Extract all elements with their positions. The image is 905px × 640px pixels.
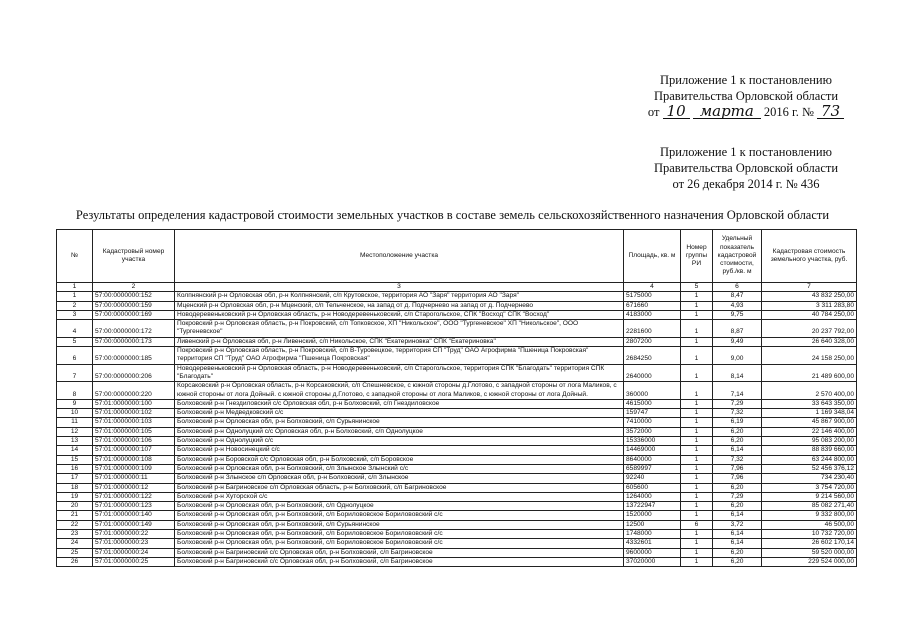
area-cell: 5175000	[624, 292, 681, 301]
cadastral-number-cell: 57:01:0000000:105	[93, 427, 175, 436]
cadastral-value-cell: 59 520 000,00	[762, 548, 857, 557]
column-number: 2	[93, 283, 175, 292]
table-row	[57, 483, 857, 492]
cadastral-number-cell: 57:00:0000000:152	[93, 292, 175, 301]
unit-value-cell: 7,29	[713, 492, 762, 501]
group-number-cell: 1	[681, 301, 713, 310]
area-cell: 2281600	[624, 320, 681, 338]
location-cell: Ливенский р-н Орловская обл, р-н Ливенский, с/п Никольское, СПК "Екатериновка" СПК "Екатериновка"	[175, 337, 624, 346]
unit-value-cell: 9,75	[713, 310, 762, 319]
area-cell: 2640000	[624, 364, 681, 382]
location-cell: Болховский р-н Злынское с/п Орловская обл, р-н Болховский, с/п Злынское	[175, 474, 624, 483]
table-row	[57, 301, 857, 310]
table-row	[57, 455, 857, 464]
cadastral-value-cell: 26 640 328,00	[762, 337, 857, 346]
cadastral-value-cell: 9 214 560,00	[762, 492, 857, 501]
location-cell: Болховский р-н Багриновский с/с Орловская обл, р-н Болховский, с/п Багриновское	[175, 548, 624, 557]
unit-value-cell: 7,96	[713, 474, 762, 483]
appendix-new-number: 73	[817, 104, 844, 119]
table-row	[57, 557, 857, 566]
table-row	[57, 539, 857, 548]
cadastral-number-cell: 57:01:0000000:11	[93, 474, 175, 483]
area-cell: 605600	[624, 483, 681, 492]
column-number: 6	[713, 283, 762, 292]
appendix-new-line1: Приложение 1 к постановлению	[660, 73, 832, 87]
header-group: Номер группы РИ	[681, 230, 713, 283]
table-row	[57, 310, 857, 319]
location-cell: Болховский р-н Гнездиловский с/с Орловская обл, р-н Болховский, с/п Гнездиловское	[175, 399, 624, 408]
row-number-cell: 7	[57, 364, 93, 382]
unit-value-cell: 7,32	[713, 455, 762, 464]
unit-value-cell: 6,14	[713, 530, 762, 539]
cadastral-number-cell: 57:01:0000000:24	[93, 548, 175, 557]
cadastral-value-cell: 22 146 400,00	[762, 427, 857, 436]
location-cell: Болховский р-н Орловская обл, р-н Болховский, с/п Борилововское Борилововский с/с	[175, 539, 624, 548]
group-number-cell: 1	[681, 474, 713, 483]
cadastral-value-cell: 1 169 348,04	[762, 409, 857, 418]
row-number-cell: 15	[57, 455, 93, 464]
location-cell: Болховский р-н Новосинецкий с/с	[175, 446, 624, 455]
unit-value-cell: 6,14	[713, 446, 762, 455]
cadastral-value-cell: 26 602 170,14	[762, 539, 857, 548]
cadastral-value-cell: 9 332 800,00	[762, 511, 857, 520]
location-cell: Болховский р-н Орловская обл, р-н Болховский, с/п Сурьянинское	[175, 418, 624, 427]
cadastral-value-cell: 10 732 720,00	[762, 530, 857, 539]
row-number-cell: 14	[57, 446, 93, 455]
cadastral-number-cell: 57:01:0000000:140	[93, 511, 175, 520]
cadastral-number-cell: 57:00:0000000:185	[93, 347, 175, 365]
unit-value-cell: 8,14	[713, 364, 762, 382]
appendix-new-line2: Правительства Орловской области	[653, 89, 839, 103]
group-number-cell: 1	[681, 399, 713, 408]
area-cell: 6589997	[624, 464, 681, 473]
header-unit-value: Удельный показатель кадастровой стоимости, руб./кв. м	[713, 230, 762, 283]
table-row	[57, 320, 857, 338]
cadastral-number-cell: 57:01:0000000:25	[93, 557, 175, 566]
appendix-new-header	[626, 72, 866, 120]
cadastral-number-cell: 57:01:0000000:149	[93, 520, 175, 529]
appendix-new-date-line	[626, 104, 866, 120]
area-cell: 7410000	[624, 418, 681, 427]
group-number-cell: 1	[681, 437, 713, 446]
area-cell: 14469000	[624, 446, 681, 455]
location-cell: Болховский р-н Орловская обл, р-н Болховский, с/п Борилововское Борилововский с/с	[175, 511, 624, 520]
group-number-cell: 1	[681, 382, 713, 400]
cadastral-number-cell: 57:01:0000000:107	[93, 446, 175, 455]
table-body	[57, 283, 857, 567]
cadastral-number-cell: 57:01:0000000:123	[93, 502, 175, 511]
appendix-new-day: 10	[663, 104, 690, 119]
group-number-cell: 1	[681, 427, 713, 436]
cadastral-value-cell: 24 158 250,00	[762, 347, 857, 365]
location-cell: Болховский р-н Орловская обл, р-н Болховский, с/п Однолуцкое	[175, 502, 624, 511]
table-row	[57, 464, 857, 473]
area-cell: 3572000	[624, 427, 681, 436]
area-cell: 1748000	[624, 530, 681, 539]
cadastral-number-cell: 57:00:0000000:173	[93, 337, 175, 346]
cadastral-value-cell: 52 456 376,12	[762, 464, 857, 473]
column-number: 1	[57, 283, 93, 292]
appendix-new-month: марта	[693, 104, 761, 119]
column-number: 7	[762, 283, 857, 292]
table-row	[57, 347, 857, 365]
area-cell: 159747	[624, 409, 681, 418]
table-row	[57, 382, 857, 400]
cadastral-value-cell: 3 754 720,00	[762, 483, 857, 492]
row-number-cell: 2	[57, 301, 93, 310]
table-row	[57, 337, 857, 346]
group-number-cell: 1	[681, 320, 713, 338]
group-number-cell: 1	[681, 492, 713, 501]
appendix-new-from: от	[647, 105, 660, 119]
location-cell: Мценский р-н Орловская обл, р-н Мценский, с/п Тельченское, на запад от д. Подчернево на запад от д. Подчернево	[175, 301, 624, 310]
cadastral-number-cell: 57:00:0000000:220	[93, 382, 175, 400]
group-number-cell: 1	[681, 337, 713, 346]
location-cell: Корсаковский р-н Орловская область, р-н Корсаковский, с/п Спешневское, с южной стороны д.Глотово, с западной стороны от лога Маликов, с южной стороны от лога Дойный. с южной стороны д.Глотово, с западной стороны от лога Маликов, с южной стороны от лога Дойный.	[175, 382, 624, 400]
column-number-row	[57, 283, 857, 292]
unit-value-cell: 9,49	[713, 337, 762, 346]
cadastral-value-cell: 21 489 600,00	[762, 364, 857, 382]
cadastral-value-cell: 46 500,00	[762, 520, 857, 529]
document-title: Результаты определения кадастровой стоимости земельных участков в составе земель сельскохозяйственного назначения Орловской области	[75, 208, 830, 222]
unit-value-cell: 6,20	[713, 502, 762, 511]
cadastral-value-cell: 43 832 250,00	[762, 292, 857, 301]
cadastral-number-cell: 57:01:0000000:23	[93, 539, 175, 548]
group-number-cell: 1	[681, 539, 713, 548]
location-cell: Болховский р-н Багриновское с/п Орловская область, р-н Болховский, с/п Багриновское	[175, 483, 624, 492]
location-cell: Болховский р-н Хуторской с/с	[175, 492, 624, 501]
location-cell: Болховский р-н Однолуцкий с/с Орловская обл, р-н Болховский, с/п Однолуцкое	[175, 427, 624, 436]
area-cell: 360000	[624, 382, 681, 400]
column-number: 5	[681, 283, 713, 292]
row-number-cell: 6	[57, 347, 93, 365]
appendix-old-line1: Приложение 1 к постановлению	[660, 145, 832, 159]
group-number-cell: 1	[681, 310, 713, 319]
row-number-cell: 1	[57, 292, 93, 301]
table-row	[57, 409, 857, 418]
column-number: 4	[624, 283, 681, 292]
table-row	[57, 511, 857, 520]
table-row	[57, 520, 857, 529]
area-cell: 13722947	[624, 502, 681, 511]
location-cell: Болховский р-н Орловская обл, р-н Болховский, с/п Борилововское Борилововский с/с	[175, 530, 624, 539]
location-cell: Болховский р-н Орловская обл, р-н Болховский, с/п Сурьянинское	[175, 520, 624, 529]
cadastral-value-cell: 85 082 271,40	[762, 502, 857, 511]
area-cell: 37020000	[624, 557, 681, 566]
unit-value-cell: 6,20	[713, 427, 762, 436]
table-row	[57, 474, 857, 483]
appendix-old-line2: Правительства Орловской области	[653, 161, 839, 175]
unit-value-cell: 9,00	[713, 347, 762, 365]
header-location: Местоположение участка	[175, 230, 624, 283]
area-cell: 9600000	[624, 548, 681, 557]
unit-value-cell: 7,32	[713, 409, 762, 418]
header-area: Площадь, кв. м	[624, 230, 681, 283]
location-cell: Новодеревеньковский р-н Орловская область, р-н Новодеревеньковский, с/п Старогольское, СПК "Восход" СПК "Восход"	[175, 310, 624, 319]
location-cell: Покровский р-н Орловская область, р-н Покровский, с/п В-Туровецкое, территория СП "Труд" ОАО Агрофирма "Пшеница Покровская" территория СП "Труд" ОАО Агрофирма "Пшеница Покровская"	[175, 347, 624, 365]
row-number-cell: 18	[57, 483, 93, 492]
area-cell: 1264000	[624, 492, 681, 501]
group-number-cell: 1	[681, 409, 713, 418]
group-number-cell: 6	[681, 520, 713, 529]
table-row	[57, 502, 857, 511]
cadastral-value-cell: 20 237 792,00	[762, 320, 857, 338]
cadastral-value-cell: 88 839 660,00	[762, 446, 857, 455]
appendix-old-header	[626, 144, 866, 192]
location-cell: Болховский р-н Боровской с/с Орловская обл, р-н Болховский, с/п Боровское	[175, 455, 624, 464]
location-cell: Покровский р-н Орловская область, р-н Покровский, с/п Топковское, ХП "Никольское", ООО "Тургеневское" ХП "Никольское", ООО "Тургеневское"	[175, 320, 624, 338]
row-number-cell: 4	[57, 320, 93, 338]
location-cell: Болховский р-н Медведковский с/с	[175, 409, 624, 418]
group-number-cell: 1	[681, 548, 713, 557]
group-number-cell: 1	[681, 557, 713, 566]
area-cell: 8640000	[624, 455, 681, 464]
table-row	[57, 418, 857, 427]
location-cell: Колпнянский р-н Орловская обл, р-н Колпнянский, с/п Крутовское, территория АО "Заря" территория АО "Заря"	[175, 292, 624, 301]
unit-value-cell: 8,87	[713, 320, 762, 338]
group-number-cell: 1	[681, 483, 713, 492]
row-number-cell: 21	[57, 511, 93, 520]
group-number-cell: 1	[681, 418, 713, 427]
unit-value-cell: 6,20	[713, 483, 762, 492]
unit-value-cell: 7,14	[713, 382, 762, 400]
row-number-cell: 25	[57, 548, 93, 557]
table-header-row	[57, 230, 857, 283]
group-number-cell: 1	[681, 530, 713, 539]
cadastral-value-cell: 40 784 250,00	[762, 310, 857, 319]
unit-value-cell: 6,14	[713, 511, 762, 520]
row-number-cell: 22	[57, 520, 93, 529]
table-row	[57, 530, 857, 539]
cadastral-value-cell: 229 524 000,00	[762, 557, 857, 566]
group-number-cell: 1	[681, 455, 713, 464]
table-row	[57, 292, 857, 301]
row-number-cell: 11	[57, 418, 93, 427]
cadastral-number-cell: 57:01:0000000:108	[93, 455, 175, 464]
group-number-cell: 1	[681, 446, 713, 455]
row-number-cell: 19	[57, 492, 93, 501]
cadastral-value-cell: 45 867 900,00	[762, 418, 857, 427]
group-number-cell: 1	[681, 292, 713, 301]
cadastral-value-cell: 63 244 800,00	[762, 455, 857, 464]
table-row	[57, 364, 857, 382]
row-number-cell: 13	[57, 437, 93, 446]
group-number-cell: 1	[681, 464, 713, 473]
cadastral-value-cell: 95 083 200,00	[762, 437, 857, 446]
unit-value-cell: 4,93	[713, 301, 762, 310]
area-cell: 4183000	[624, 310, 681, 319]
cadastral-value-cell: 2 570 400,00	[762, 382, 857, 400]
header-cadastral-number: Кадастровый номер участка	[93, 230, 175, 283]
table-row	[57, 548, 857, 557]
table-row	[57, 446, 857, 455]
location-cell: Болховский р-н Багриновский с/с Орловская обл, р-н Болховский, с/п Багриновское	[175, 557, 624, 566]
unit-value-cell: 8,47	[713, 292, 762, 301]
row-number-cell: 24	[57, 539, 93, 548]
area-cell: 92240	[624, 474, 681, 483]
row-number-cell: 3	[57, 310, 93, 319]
table-row	[57, 492, 857, 501]
cadastral-number-cell: 57:00:0000000:206	[93, 364, 175, 382]
area-cell: 4332601	[624, 539, 681, 548]
row-number-cell: 10	[57, 409, 93, 418]
area-cell: 2684250	[624, 347, 681, 365]
cadastral-number-cell: 57:01:0000000:103	[93, 418, 175, 427]
group-number-cell: 1	[681, 364, 713, 382]
unit-value-cell: 6,20	[713, 557, 762, 566]
location-cell: Болховский р-н Орловская обл, р-н Болховский, с/п Злынское Злынский с/с	[175, 464, 624, 473]
area-cell: 1520000	[624, 511, 681, 520]
location-cell: Новодеревеньковский р-н Орловская область, р-н Новодеревеньковский, с/п Старогольское, территория СПК "Благодать" территория СПК "Благодать"	[175, 364, 624, 382]
row-number-cell: 8	[57, 382, 93, 400]
unit-value-cell: 7,29	[713, 399, 762, 408]
group-number-cell: 1	[681, 347, 713, 365]
row-number-cell: 9	[57, 399, 93, 408]
unit-value-cell: 6,20	[713, 548, 762, 557]
header-number: №	[57, 230, 93, 283]
area-cell: 15336000	[624, 437, 681, 446]
cadastral-number-cell: 57:00:0000000:169	[93, 310, 175, 319]
group-number-cell: 1	[681, 502, 713, 511]
unit-value-cell: 3,72	[713, 520, 762, 529]
row-number-cell: 5	[57, 337, 93, 346]
group-number-cell: 1	[681, 511, 713, 520]
unit-value-cell: 6,14	[713, 539, 762, 548]
cadastral-number-cell: 57:00:0000000:159	[93, 301, 175, 310]
row-number-cell: 26	[57, 557, 93, 566]
area-cell: 2807200	[624, 337, 681, 346]
area-cell: 671660	[624, 301, 681, 310]
location-cell: Болховский р-н Однолуцкий с/с	[175, 437, 624, 446]
unit-value-cell: 6,19	[713, 418, 762, 427]
cadastral-number-cell: 57:01:0000000:122	[93, 492, 175, 501]
cadastral-number-cell: 57:01:0000000:100	[93, 399, 175, 408]
column-number: 3	[175, 283, 624, 292]
cadastral-number-cell: 57:01:0000000:102	[93, 409, 175, 418]
table-row	[57, 399, 857, 408]
cadastral-value-cell: 3 311 283,80	[762, 301, 857, 310]
area-cell: 4615000	[624, 399, 681, 408]
row-number-cell: 12	[57, 427, 93, 436]
row-number-cell: 16	[57, 464, 93, 473]
cadastral-number-cell: 57:01:0000000:12	[93, 483, 175, 492]
cadastral-number-cell: 57:01:0000000:106	[93, 437, 175, 446]
row-number-cell: 20	[57, 502, 93, 511]
row-number-cell: 17	[57, 474, 93, 483]
area-cell: 12500	[624, 520, 681, 529]
table-row	[57, 437, 857, 446]
cadastral-value-cell: 33 643 350,00	[762, 399, 857, 408]
unit-value-cell: 6,20	[713, 437, 762, 446]
table-row	[57, 427, 857, 436]
appendix-new-year: 2016 г. №	[763, 105, 814, 119]
cadastral-number-cell: 57:01:0000000:109	[93, 464, 175, 473]
row-number-cell: 23	[57, 530, 93, 539]
cadastral-number-cell: 57:01:0000000:22	[93, 530, 175, 539]
cadastral-value-cell: 734 230,40	[762, 474, 857, 483]
cadastral-value-table	[56, 229, 857, 567]
cadastral-number-cell: 57:00:0000000:172	[93, 320, 175, 338]
unit-value-cell: 7,96	[713, 464, 762, 473]
header-cadastral-value: Кадастровая стоимость земельного участка, руб.	[762, 230, 857, 283]
appendix-old-line3: от 26 декабря 2014 г. № 436	[672, 177, 820, 191]
